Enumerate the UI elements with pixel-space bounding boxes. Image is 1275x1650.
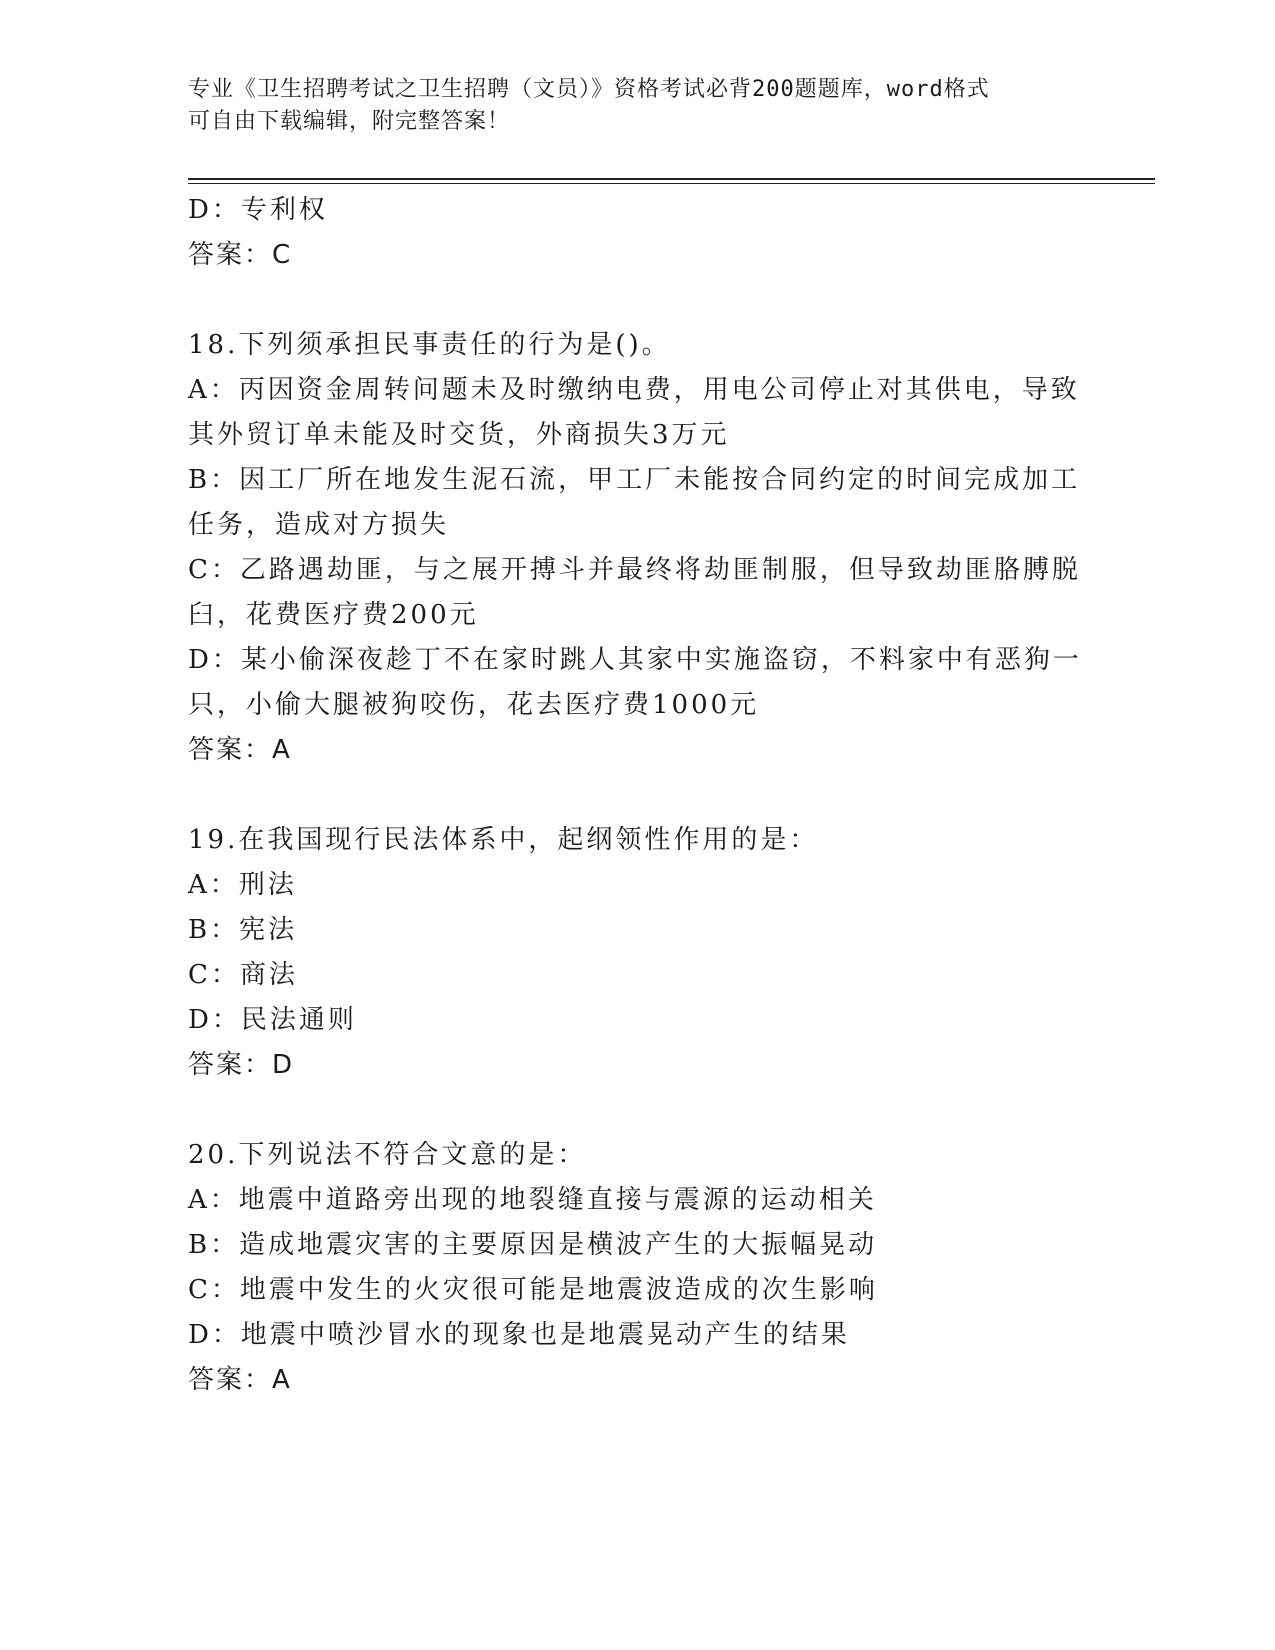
option-b: B：造成地震灾害的主要原因是横波产生的大振幅晃动 — [188, 1230, 878, 1260]
spacer — [188, 278, 1088, 323]
question-20 — [188, 1133, 1088, 1403]
question-title: 20.下列说法不符合文意的是： — [188, 1140, 587, 1170]
question-18 — [188, 323, 1088, 773]
page-header — [188, 74, 1068, 138]
option-a: A：地震中道路旁出现的地裂缝直接与震源的运动相关 — [188, 1185, 877, 1215]
prev-option-d: D：专利权 — [188, 195, 328, 225]
header-rule — [188, 178, 1155, 180]
header-line-1: 专业《卫生招聘考试之卫生招聘（文员）》资格考试必背200题题库，word格式 — [188, 77, 990, 102]
question-line: B：因工厂所在地发生泥石流，甲工厂未能按合同约定的时间完成加工 — [188, 465, 1081, 495]
question-line: 任务，造成对方损失 — [188, 510, 450, 540]
question-line: C：乙路遇劫匪，与之展开搏斗并最终将劫匪制服，但导致劫匪胳膊脱 — [188, 555, 1081, 585]
question-answer: 答案：A — [188, 735, 292, 765]
option-d: D：地震中喷沙冒水的现象也是地震晃动产生的结果 — [188, 1320, 850, 1350]
question-line: 臼，花费医疗费200元 — [188, 600, 479, 630]
option-a: A：刑法 — [188, 870, 297, 900]
prev-answer: 答案：C — [188, 240, 293, 270]
option-b: B：宪法 — [188, 915, 298, 945]
header-line-2: 可自由下载编辑，附完整答案！ — [188, 109, 511, 134]
spacer — [188, 773, 1088, 818]
question-answer: 答案：D — [188, 1050, 295, 1080]
question-title: 18.下列须承担民事责任的行为是()。 — [188, 330, 671, 360]
question-19 — [188, 818, 1088, 1088]
question-title: 19.在我国现行民法体系中，起纲领性作用的是： — [188, 825, 819, 855]
question-answer: 答案：A — [188, 1365, 292, 1395]
document-body — [188, 188, 1088, 1403]
header-rule-thin — [188, 183, 1155, 184]
option-c: C：地震中发生的火灾很可能是地震波造成的次生影响 — [188, 1275, 878, 1305]
question-line: A：丙因资金周转问题未及时缴纳电费，用电公司停止对其供电，导致 — [188, 375, 1080, 405]
option-c: C：商法 — [188, 960, 298, 990]
question-line: D：某小偷深夜趁丁不在家时跳人其家中实施盗窃，不料家中有恶狗一 — [188, 645, 1082, 675]
spacer — [188, 1088, 1088, 1133]
question-line: 其外贸订单未能及时交货，外商损失3万元 — [188, 420, 730, 450]
question-line: 只，小偷大腿被狗咬伤，花去医疗费1000元 — [188, 690, 760, 720]
option-d: D：民法通则 — [188, 1005, 357, 1035]
